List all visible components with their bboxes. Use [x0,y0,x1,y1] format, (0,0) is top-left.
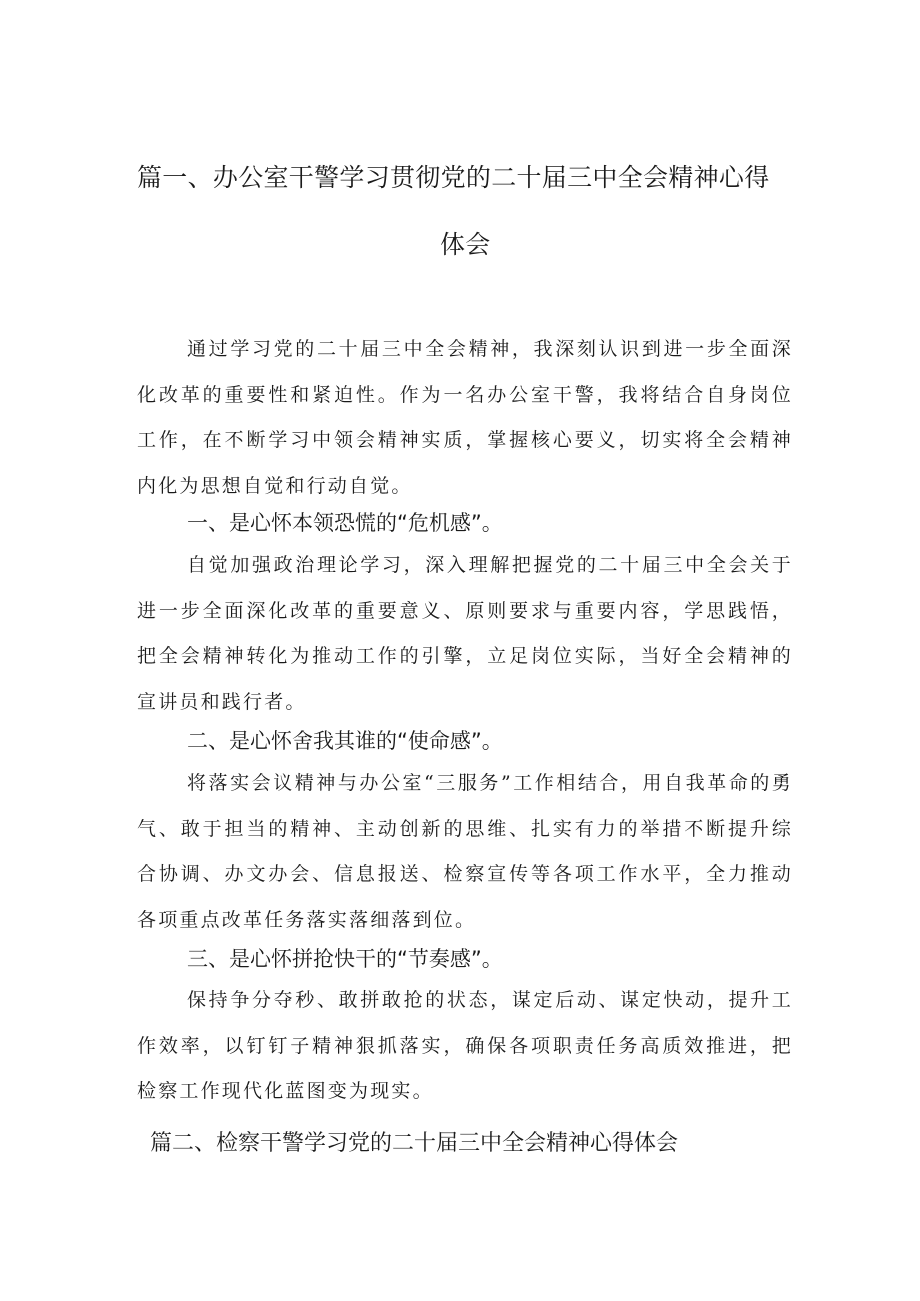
section-2-paragraph: 将落实会议精神与办公室“三服务”工作相结合，用自我革命的勇气、敢于担当的精神、主动创新的思维、扎实有力的举措不断提升综合协调、办文办会、信息报送、检察宣传等各项工作水平，全力推动各项重点改革任务落实落细落到位。 [137,772,793,931]
article-1-intro-paragraph: 通过学习党的二十届三中全会精神，我深刻认识到进一步全面深化改革的重要性和紧迫性。作为一名办公室干警，我将结合自身岗位工作，在不断学习中领会精神实质，掌握核心要义，切实将全会精神内化为思想自觉和行动自觉。 [137,338,793,497]
section-1-heading: 一、是心怀本领恐慌的“危机感”。 [187,511,503,535]
article-2-title: 篇二、检察干警学习党的二十届三中全会精神心得体会 [150,1131,679,1156]
article-1-title-line-2: 体会 [440,230,491,259]
section-1-paragraph: 自觉加强政治理论学习，深入理解把握党的二十届三中全会关于进一步全面深化改革的重要意义、原则要求与重要内容，学思践悟，把全会精神转化为推动工作的引擎，立足岗位实际，当好全会精神的宣讲员和践行者。 [137,554,793,713]
section-3-paragraph: 保持争分夺秒、敢拼敢抢的状态，谋定后动、谋定快动，提升工作效率，以钉钉子精神狠抓落实，确保各项职责任务高质效推进，把检察工作现代化蓝图变为现实。 [137,989,793,1102]
section-2-heading: 二、是心怀舍我其谁的“使命感”。 [187,729,503,753]
section-3-heading: 三、是心怀拼抢快干的“节奏感”。 [187,947,503,971]
article-1-title-line-1: 篇一、办公室干警学习贯彻党的二十届三中全会精神心得 [137,163,770,192]
